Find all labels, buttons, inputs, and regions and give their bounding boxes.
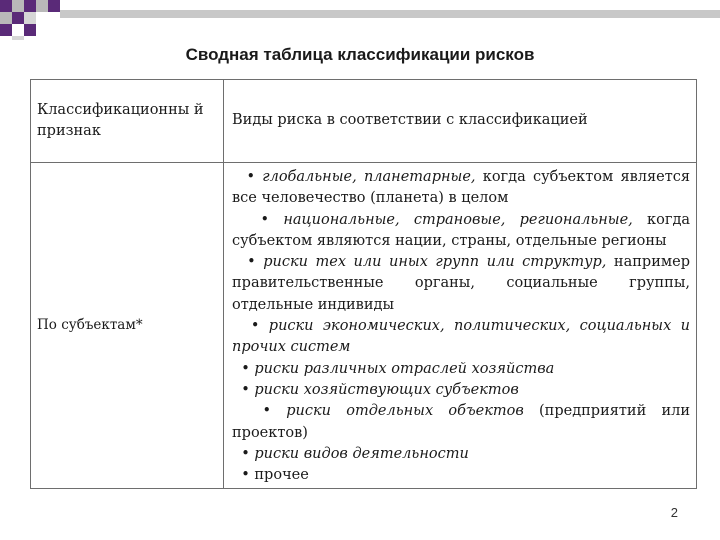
item-text: когда субъектом являются нации, страны, отдельные регионы: [232, 211, 691, 249]
list-item: [232, 380, 690, 401]
row-label-cell: [31, 163, 224, 489]
bullet: •: [247, 254, 256, 271]
bullet: •: [241, 445, 250, 462]
item-italic: риски экономических, политических, социальных и прочих систем: [232, 318, 690, 356]
item-italic: риски тех или иных групп или структур,: [263, 254, 607, 271]
item-text: например правительственные органы, социальные группы, отдельные индивиды: [232, 254, 690, 313]
bullet: •: [246, 169, 256, 185]
deco-square: [24, 12, 36, 24]
item-italic: глобальные, планетарные,: [262, 169, 476, 185]
corner-decoration: [0, 0, 720, 40]
bullet: •: [250, 318, 260, 335]
bullet: •: [241, 467, 250, 484]
deco-square: [0, 0, 12, 12]
bullet: •: [241, 360, 250, 377]
deco-square: [0, 12, 12, 24]
item-italic: риски отдельных объектов: [286, 403, 524, 420]
header-cell-risk-types: [224, 80, 697, 163]
item-italic: риски видов деятельности: [254, 445, 469, 462]
deco-square: [12, 36, 24, 40]
item-italic: национальные, страновые, региональные,: [283, 211, 633, 228]
deco-square: [12, 12, 24, 24]
deco-square: [0, 24, 12, 36]
item-italic: риски хозяйствующих субъектов: [254, 381, 519, 398]
bullet: •: [262, 403, 272, 420]
page-title: Сводная таблица классификации рисков: [185, 45, 535, 64]
list-item: [232, 359, 690, 380]
deco-square: [36, 0, 48, 12]
header-criterion-text: Классификационны й признак: [37, 102, 204, 140]
item-text: прочее: [254, 467, 309, 484]
row-label-text: По субъектам*: [37, 317, 143, 334]
table-row: [31, 163, 697, 489]
deco-square: [48, 0, 60, 12]
bullet: •: [260, 211, 270, 228]
item-italic: риски различных отраслей хозяйства: [254, 360, 555, 377]
list-item: [232, 401, 690, 444]
bullet: •: [241, 381, 250, 398]
deco-square: [24, 24, 36, 36]
risk-types-cell: [224, 163, 697, 489]
list-item: [232, 210, 690, 253]
deco-square: [24, 0, 36, 12]
item-text: (предприятий или проектов): [232, 403, 691, 441]
deco-square: [12, 0, 24, 12]
table-header-row: [31, 80, 697, 163]
header-cell-criterion: [31, 80, 224, 163]
top-bar: [60, 10, 720, 18]
page-number: 2: [670, 505, 678, 520]
risk-classification-table: [30, 79, 697, 489]
list-item: [232, 444, 690, 465]
item-text: когда субъектом является все человечество (планета) в целом: [232, 169, 690, 207]
list-item: [232, 252, 690, 316]
list-item: [232, 465, 690, 486]
header-risk-types-text: Виды риска в соответствии с классификацией: [232, 112, 588, 129]
list-item: [232, 167, 690, 210]
list-item: [232, 316, 690, 359]
